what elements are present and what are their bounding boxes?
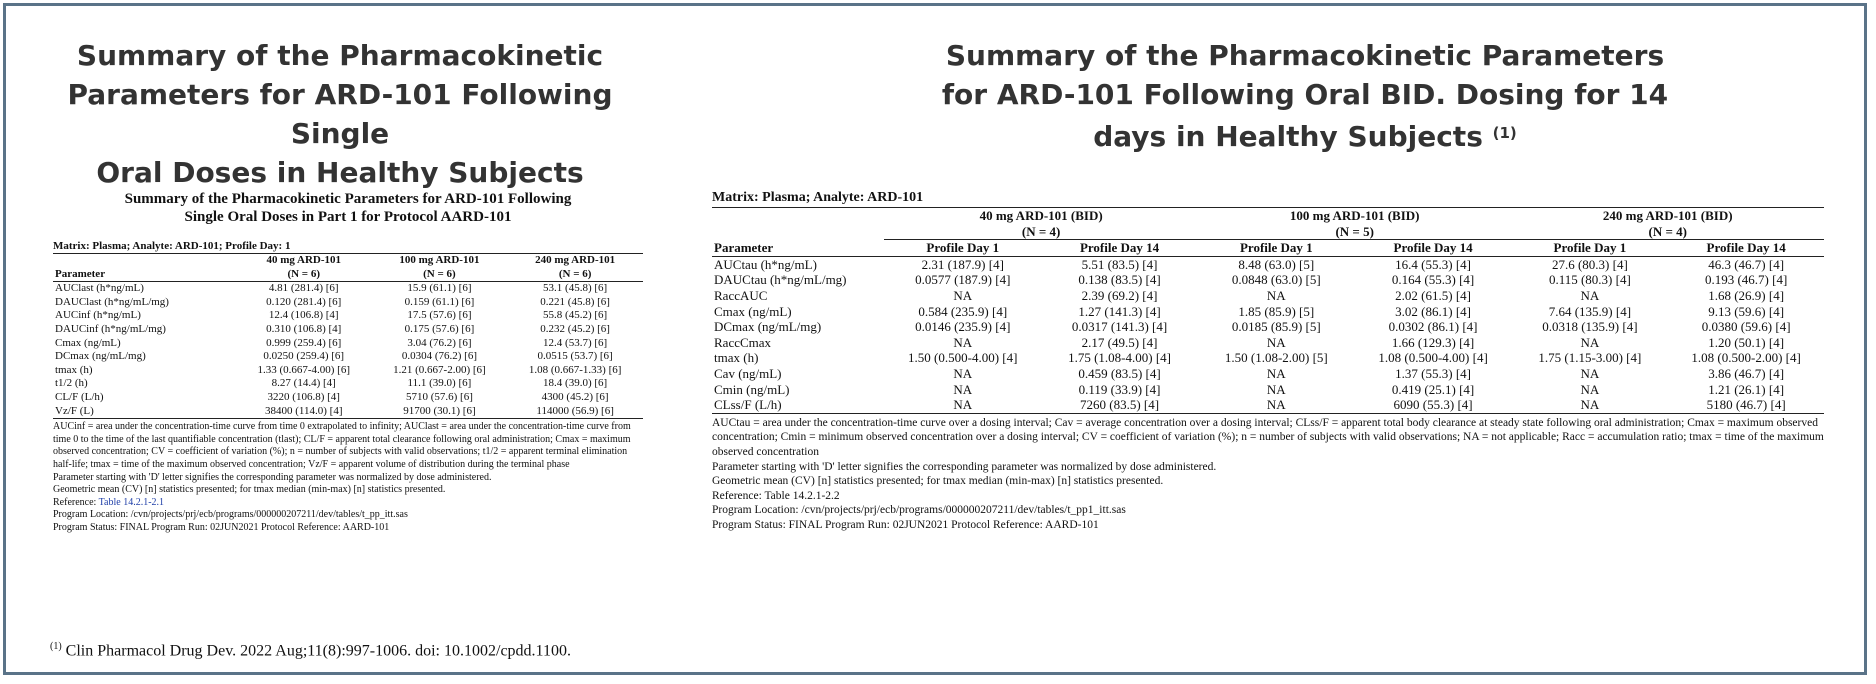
right-value-cell: NA [1580,381,1600,397]
right-value-cell: 0.0380 (59.6) [4] [1701,319,1791,335]
left-param-cell: DAUClast (h*ng/mL/mg) [55,295,169,308]
right-param-cell: Cav (ng/mL) [714,365,782,381]
left-value-cell: 38400 (114.0) [4] [236,405,372,419]
left-value-cell: 91700 (30.1) [6] [372,405,508,419]
left-value-cell: 53.1 (45.8) [6] [543,282,608,295]
left-value-cell: 12.4 (106.8) [4] [268,309,339,322]
right-value-cell: 1.68 (26.9) [4] [1708,287,1785,303]
right-table-row [712,288,1824,304]
right-value-cell: 0.115 (80.3) [4] [1548,272,1631,288]
left-param-cell: DAUCinf (h*ng/mL/mg) [55,322,166,335]
right-table-row [712,319,1824,335]
right-group-n: (N = 4) [884,224,1198,240]
right-value-cell: 7.64 (135.9) [4] [1548,303,1632,319]
right-param-cell: tmax (h) [714,350,759,366]
right-title-line: days in Healthy Subjects [1093,120,1483,153]
right-value-cell: 1.08 (0.500-4.00) [4] [1378,350,1488,366]
right-value-cell: 7260 (83.5) [4] [1041,397,1198,413]
right-value-cell: 0.164 (55.3) [4] [1391,272,1475,288]
right-value-cell: NA [1511,397,1668,413]
right-program-status: Program Status: FINAL Program Run: 02JUN2021 Protocol Reference: AARD-101 [712,518,1099,531]
right-group-header: 40 mg ARD-101 (BID) [979,208,1103,223]
right-note: Parameter starting with 'D' letter signifies the corresponding parameter was normalized by dose administered. [712,460,1217,473]
right-value-cell: 3.86 (46.7) [4] [1708,365,1785,381]
right-param-cell: AUCtau (h*ng/mL) [714,256,817,272]
left-value-cell: 3220 (106.8) [4] [267,390,340,403]
left-table-row [53,309,643,323]
right-value-cell: 8.48 (63.0) [5] [1238,256,1315,272]
left-notes [53,421,643,534]
left-value-cell: 4.81 (281.4) [6] [268,282,339,295]
left-value-cell: 1.08 (0.667-1.33) [6] [528,363,622,376]
left-col-n: (N = 6) [236,268,372,282]
right-param-cell: DCmax (ng/mL/mg) [714,319,822,335]
right-value-cell: 0.0302 (86.1) [4] [1388,319,1478,335]
left-value-cell: 8.27 (14.4) [4] [271,377,336,390]
right-value-cell: 0.459 (83.5) [4] [1078,365,1161,381]
left-title-line: Summary of the Pharmacokinetic [76,39,604,72]
left-value-cell: 11.1 (39.0) [6] [407,377,472,390]
left-value-cell: 0.0304 (76.2) [6] [401,350,477,363]
right-value-cell: 9.13 (59.6) [4] [1708,303,1785,319]
right-value-cell: 2.39 (69.2) [4] [1081,287,1158,303]
right-value-cell: 5180 (46.7) [4] [1668,397,1824,413]
right-value-cell: 1.75 (1.15-3.00) [4] [1538,350,1642,366]
left-note: Geometric mean (CV) [n] statistics presented; for tmax median (min-max) [n] statistics presented. [53,484,446,496]
left-program-status: Program Status: FINAL Program Run: 02JUN2021 Protocol Reference: AARD-101 [53,521,390,533]
left-col-n: (N = 6) [372,268,508,282]
left-col-header: 100 mg ARD-101 [399,254,480,266]
right-note: AUCtau = area under the concentration-time curve over a dosing interval; Cav = average concentration over a dosing interval; CLss/F = apparent total body clearance at steady state following oral administration; Cmax = maximum observed concentration; Cmin = minimum observed concentration over a dosing interval; CV = coefficient of variation (%); n = number of subjects with valid observations; NA = not applicable; Racc = accumulation ratio; tmax = time of the maximum observed concentration [712,416,1824,458]
right-sub-header: Profile Day 1 [884,240,1041,257]
right-value-cell: 0.0577 (187.9) [4] [915,272,1011,288]
right-note: Geometric mean (CV) [n] statistics presented; for tmax median (min-max) [n] statistics presented. [712,475,1164,488]
right-panel-title [935,36,1675,156]
right-value-cell: 1.85 (85.9) [5] [1238,303,1315,319]
right-program-location: Program Location: /cvn/projects/prj/ecb/programs/000000207211/dev/tables/t_pp1_itt.sas [712,504,1126,517]
left-param-cell: tmax (h) [55,363,93,376]
right-param-cell: RaccAUC [714,287,768,303]
right-value-cell: 0.138 (83.5) [4] [1078,272,1161,288]
left-table-row [53,323,643,337]
left-value-cell: 114000 (56.9) [6] [507,405,643,419]
left-note: AUCinf = area under the concentration-time curve from time 0 extrapolated to infinity; AUClast = area under the concentration-time curve from time 0 to the time of the last quantifiable concentration (tlast); CL/F = apparent total clearance following oral administration; Cmax = maximum observed concentration; CV = coefficient of variation (%); n = number of subjects with valid observations; t1/2 = apparent terminal elimination half-life; tmax = time of the maximum observed concentration; Vz/F = apparent volume of distribution during the terminal phase [53,421,631,470]
right-value-cell: 0.0146 (235.9) [4] [915,319,1011,335]
left-param-cell: t1/2 (h) [55,377,88,390]
right-value-cell: 16.4 (55.3) [4] [1395,256,1471,272]
right-table-row [712,335,1824,351]
left-value-cell: 0.232 (45.2) [6] [540,322,610,335]
left-value-cell: 0.159 (61.1) [6] [404,295,475,308]
right-sub-header: Profile Day 14 [1355,240,1512,257]
right-param-cell: RaccCmax [714,334,772,350]
left-param-cell: Vz/F (L) [53,405,236,419]
left-table-row [53,391,643,405]
right-matrix: Matrix: Plasma; Analyte: ARD-101 [712,190,1824,208]
left-panel-title [40,36,640,192]
right-table-row [712,304,1824,320]
left-param-cell: AUCinf (h*ng/mL) [55,309,141,322]
left-table-row [53,364,643,378]
right-value-cell: 0.0848 (63.0) [5] [1231,272,1321,288]
right-value-cell: NA [1580,365,1600,381]
right-value-cell: NA [884,397,1041,413]
right-value-cell: NA [1580,334,1600,350]
right-value-cell: NA [1580,287,1600,303]
right-param-header: Parameter [712,240,884,257]
right-value-cell: NA [953,381,973,397]
right-sub-header: Profile Day 1 [1198,240,1355,257]
right-value-cell: 2.31 (187.9) [4] [921,256,1004,272]
right-param-cell: DAUCtau (h*ng/mL/mg) [714,272,847,288]
right-table-row [712,256,1824,272]
left-value-cell: 5710 (57.6) [6] [405,390,473,403]
left-value-cell: 12.4 (53.7) [6] [543,336,608,349]
left-value-cell: 18.4 (39.0) [6] [543,377,608,390]
right-value-cell: NA [1266,381,1286,397]
right-sub-header: Profile Day 14 [1668,240,1824,257]
left-param-cell: CL/F (L/h) [55,390,104,403]
left-value-cell: 4300 (45.2) [6] [541,390,609,403]
right-value-cell: 0.419 (25.1) [4] [1391,381,1475,397]
left-reference [53,497,643,510]
right-value-cell: 1.50 (0.500-4.00) [4] [908,350,1018,366]
left-param-cell: DCmax (ng/mL/mg) [55,350,146,363]
left-title-line: Parameters for ARD-101 Following Single [67,78,613,150]
left-table-row [53,337,643,351]
right-pk-table [712,208,1824,414]
left-value-cell: 15.9 (61.1) [6] [407,282,472,295]
right-param-cell: CLss/F (L/h) [712,397,884,413]
left-table-row [53,296,643,310]
right-value-cell: 2.02 (61.5) [4] [1395,287,1471,303]
right-value-cell: 27.6 (80.3) [4] [1551,256,1628,272]
citation-footnote [50,641,571,660]
left-table-row [53,350,643,364]
right-param-cell: Cmax (ng/mL) [714,303,792,319]
right-value-cell: 5.51 (83.5) [4] [1081,256,1158,272]
left-title-line: Oral Doses in Healthy Subjects [96,156,584,189]
right-title-line: Summary of the Pharmacokinetic Parameters [945,39,1665,72]
left-doc-title-line: Summary of the Pharmacokinetic Parameters for ARD-101 Following [124,191,572,207]
right-value-cell: 0.584 (235.9) [4] [918,303,1008,319]
right-param-cell: Cmin (ng/mL) [714,381,790,397]
right-value-cell: NA [1266,365,1286,381]
right-group-n: (N = 5) [1198,224,1512,240]
left-param-header: Parameter [53,268,236,282]
left-value-cell: 0.310 (106.8) [4] [266,322,342,335]
left-program-location: Program Location: /cvn/projects/prj/ecb/programs/000000207211/dev/tables/t_pp_itt.sas [53,509,408,521]
right-value-cell: 1.66 (129.3) [4] [1391,334,1475,350]
left-value-cell: 55.8 (45.2) [6] [543,309,608,322]
left-value-cell: 1.21 (0.667-2.00) [6] [393,363,486,376]
right-table-row [712,397,1824,413]
left-matrix: Matrix: Plasma; Analyte: ARD-101; Profile Day: 1 [53,240,643,254]
right-sub-header: Profile Day 1 [1511,240,1668,257]
right-table-row [712,366,1824,382]
left-reference-link[interactable]: Table 14.2.1-2.1 [98,496,165,508]
right-title-footnote-marker: (1) [1492,124,1517,142]
right-sub-header: Profile Day 14 [1041,240,1198,257]
left-table-row [53,405,643,419]
right-value-cell: 0.193 (46.7) [4] [1704,272,1788,288]
right-value-cell: 3.02 (86.1) [4] [1395,303,1471,319]
right-value-cell: 1.50 (1.08-2.00) [5] [1224,350,1328,366]
citation-marker: (1) [50,641,62,652]
citation-text: Clin Pharmacol Drug Dev. 2022 Aug;11(8):997-1006. doi: 10.1002/cpdd.1100. [65,642,571,660]
left-value-cell: 17.5 (57.6) [6] [407,309,472,322]
left-reference-label: Reference: [53,496,99,508]
right-value-cell: 0.0318 (135.9) [4] [1542,319,1638,335]
right-table-row [712,382,1824,398]
left-value-cell: 3.04 (76.2) [6] [407,336,472,349]
right-document [712,190,1824,532]
right-notes [712,416,1824,533]
right-value-cell: NA [953,365,973,381]
right-value-cell: 46.3 (46.7) [4] [1708,256,1785,272]
right-table-row [712,350,1824,366]
left-value-cell: 1.33 (0.667-4.00) [6] [257,363,351,376]
right-value-cell: 1.21 (26.1) [4] [1708,381,1785,397]
left-value-cell: 0.0515 (53.7) [6] [537,350,613,363]
right-value-cell: NA [1266,334,1286,350]
right-group-header: 240 mg ARD-101 (BID) [1602,208,1733,223]
left-pk-table [53,254,643,419]
right-group-n: (N = 4) [1511,224,1824,240]
right-value-cell: NA [953,334,973,350]
left-value-cell: 0.120 (281.4) [6] [266,295,342,308]
left-col-header: 40 mg ARD-101 [266,254,342,266]
left-col-n: (N = 6) [507,268,643,282]
left-table-row [53,282,643,296]
right-value-cell: 0.119 (33.9) [4] [1078,381,1161,397]
right-value-cell: 6090 (55.3) [4] [1355,397,1512,413]
right-value-cell: 1.75 (1.08-4.00) [4] [1068,350,1171,366]
right-table-row [712,272,1824,288]
right-reference: Reference: Table 14.2.1-2.2 [712,489,840,502]
left-doc-title [53,190,643,226]
right-title-line: for ARD-101 Following Oral BID. Dosing for 14 [941,78,1669,111]
right-value-cell: NA [953,287,973,303]
left-value-cell: 0.221 (45.8) [6] [540,295,610,308]
left-value-cell: 0.175 (57.6) [6] [404,322,475,335]
right-value-cell: 1.08 (0.500-2.00) [4] [1691,350,1801,366]
right-value-cell: 1.27 (141.3) [4] [1078,303,1161,319]
left-document [53,190,643,534]
right-value-cell: 0.0317 (141.3) [4] [1071,319,1168,335]
right-value-cell: 2.17 (49.5) [4] [1081,334,1158,350]
left-param-cell: AUClast (h*ng/mL) [55,282,144,295]
right-value-cell: NA [1266,287,1286,303]
right-value-cell: NA [1198,397,1355,413]
left-value-cell: 0.0250 (259.4) [6] [263,350,345,363]
right-group-header: 100 mg ARD-101 (BID) [1289,208,1420,223]
left-doc-title-line: Single Oral Doses in Part 1 for Protocol AARD-101 [184,209,512,225]
left-note: Parameter starting with 'D' letter signifies the corresponding parameter was normalized by dose administered. [53,471,492,483]
right-value-cell: 0.0185 (85.9) [5] [1231,319,1321,335]
right-value-cell: 1.20 (50.1) [4] [1708,334,1785,350]
left-table-row [53,377,643,391]
left-value-cell: 0.999 (259.4) [6] [266,336,342,349]
left-param-cell: Cmax (ng/mL) [55,336,121,349]
left-col-header: 240 mg ARD-101 [535,254,616,266]
right-value-cell: 1.37 (55.3) [4] [1395,365,1471,381]
